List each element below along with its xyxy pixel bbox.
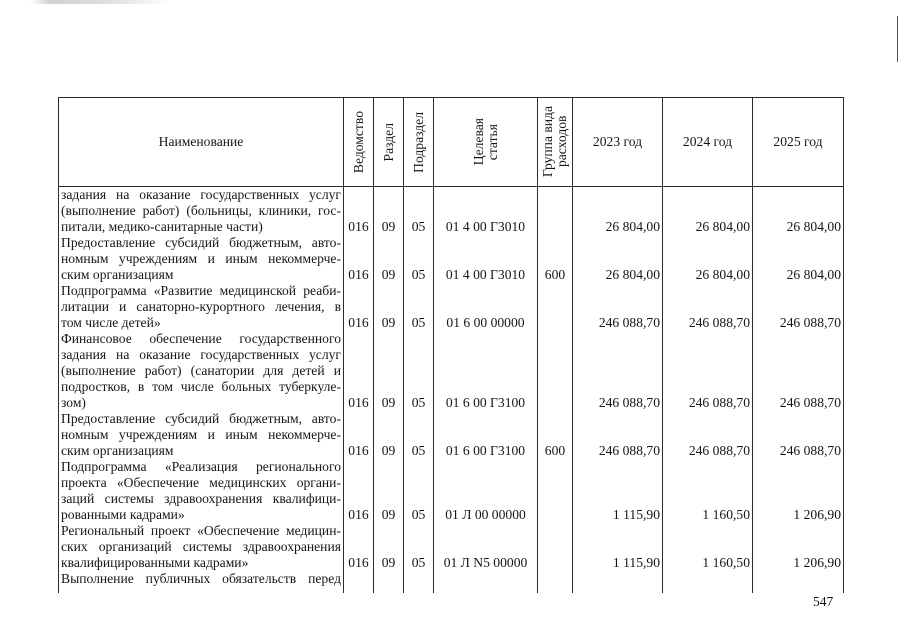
table-row xyxy=(59,235,844,283)
amount-2024: 26 804,00 xyxy=(663,235,753,283)
amount-2023: 26 804,00 xyxy=(573,235,663,283)
item-name-line: ским организациям xyxy=(61,443,174,458)
item-name-line: проекта «Обеспечение медицинских органи- xyxy=(61,475,341,490)
expense-group-code: 600 xyxy=(538,235,573,283)
section-code: 09 xyxy=(374,187,404,236)
amount-2025: 26 804,00 xyxy=(753,235,844,283)
amount-2025: 26 804,00 xyxy=(753,187,844,236)
item-name-line: рованными кадрами» xyxy=(61,507,185,522)
subsection-code: 05 xyxy=(404,331,434,411)
scan-artifact-top xyxy=(30,0,170,4)
subsection-code: 05 xyxy=(404,523,434,571)
table-body xyxy=(59,187,844,594)
item-name-line: питали, медико-санитарные части) xyxy=(61,219,263,234)
header-year-2024: 2024 год xyxy=(663,98,753,187)
header-target-article-label xyxy=(472,118,500,165)
header-section xyxy=(374,98,404,187)
item-name-line: ским организациям xyxy=(61,267,174,282)
item-name-line: литации и санаторно-курортного лечения, в xyxy=(61,299,341,314)
header-expense-group xyxy=(538,98,573,187)
amount-2025: 246 088,70 xyxy=(753,331,844,411)
table-row xyxy=(59,283,844,331)
section-code: 09 xyxy=(374,283,404,331)
amount-2024: 246 088,70 xyxy=(663,283,753,331)
item-name xyxy=(59,283,344,331)
header-row xyxy=(59,98,844,187)
expense-group-code xyxy=(538,187,573,236)
item-name xyxy=(59,571,344,593)
section-code: 09 xyxy=(374,331,404,411)
item-name xyxy=(59,523,344,571)
section-code: 09 xyxy=(374,459,404,523)
expense-group-code xyxy=(538,571,573,593)
amount-2025: 246 088,70 xyxy=(753,283,844,331)
item-name-line: том числе детей» xyxy=(61,315,161,330)
section-code: 09 xyxy=(374,523,404,571)
header-department-label: Ведомство xyxy=(350,110,366,174)
target-article-code: 01 6 00 00000 xyxy=(434,283,538,331)
expense-group-code xyxy=(538,331,573,411)
item-name-line: Подпрограмма «Реализация регионального xyxy=(61,459,341,474)
item-name-line: (выполнение работ) (больницы, клиники, гос- xyxy=(61,203,341,218)
amount-2024: 246 088,70 xyxy=(663,411,753,459)
header-subsection xyxy=(404,98,434,187)
item-name-line: Региональный проект «Обеспечение медицин- xyxy=(61,523,341,538)
header-target-article-line: Целевая xyxy=(470,118,486,166)
department-code: 016 xyxy=(344,523,374,571)
target-article-code: 01 6 00 Г3100 xyxy=(434,411,538,459)
item-name xyxy=(59,459,344,523)
subsection-code: 05 xyxy=(404,235,434,283)
item-name-line: Предоставление субсидий бюджетным, авто- xyxy=(61,411,341,426)
item-name-line: ских организаций системы здравоохранения xyxy=(61,539,341,554)
header-expense-group-line: Группа вида xyxy=(540,106,555,178)
section-code: 09 xyxy=(374,235,404,283)
header-name: Наименование xyxy=(59,98,344,187)
table-row xyxy=(59,331,844,411)
amount-2025: 246 088,70 xyxy=(753,411,844,459)
department-code: 016 xyxy=(344,331,374,411)
header-year-2023: 2023 год xyxy=(573,98,663,187)
amount-2025: 1 206,90 xyxy=(753,459,844,523)
table-row xyxy=(59,187,844,236)
header-department xyxy=(344,98,374,187)
item-name-line: подростков, в том числе больных туберкуле- xyxy=(61,379,341,394)
amount-2023: 1 115,90 xyxy=(573,523,663,571)
table-row xyxy=(59,571,844,593)
amount-2024: 246 088,70 xyxy=(663,331,753,411)
item-name-line: номным учреждениям и иным некоммерче- xyxy=(61,427,341,442)
department-code xyxy=(344,571,374,593)
item-name-line: Выполнение публичных обязательств перед xyxy=(61,571,341,586)
subsection-code: 05 xyxy=(404,187,434,236)
header-target-article-line: статья xyxy=(484,123,500,161)
amount-2024: 26 804,00 xyxy=(663,187,753,236)
item-name-line: (выполнение работ) (санатории для детей и xyxy=(61,363,341,378)
table-row xyxy=(59,523,844,571)
amount-2025: 1 206,90 xyxy=(753,523,844,571)
header-target-article xyxy=(434,98,538,187)
target-article-code: 01 4 00 Г3010 xyxy=(434,235,538,283)
header-subsection-label: Подраздел xyxy=(410,111,426,173)
page-number: 547 xyxy=(813,594,834,609)
item-name xyxy=(59,235,344,283)
item-name-line: заций системы здравоохранения квалифици- xyxy=(61,491,341,506)
scan-edge-line xyxy=(897,16,898,62)
amount-2023: 1 115,90 xyxy=(573,459,663,523)
target-article-code: 01 6 00 Г3100 xyxy=(434,331,538,411)
target-article-code: 01 Л 00 00000 xyxy=(434,459,538,523)
table-header xyxy=(59,98,844,187)
department-code: 016 xyxy=(344,235,374,283)
expense-group-code xyxy=(538,283,573,331)
department-code: 016 xyxy=(344,283,374,331)
section-code: 09 xyxy=(374,411,404,459)
department-code: 016 xyxy=(344,459,374,523)
department-code: 016 xyxy=(344,411,374,459)
table-row xyxy=(59,411,844,459)
amount-2024: 1 160,50 xyxy=(663,459,753,523)
amount-2024 xyxy=(663,571,753,593)
item-name-line: задания на оказание государственных услуг xyxy=(61,187,341,202)
target-article-code: 01 4 00 Г3010 xyxy=(434,187,538,236)
header-expense-group-line: расходов xyxy=(554,116,569,168)
header-section-label: Раздел xyxy=(380,122,396,162)
item-name-line: задания на оказание государственных услуг xyxy=(61,347,341,362)
amount-2023: 26 804,00 xyxy=(573,187,663,236)
item-name-line: квалифицированными кадрами» xyxy=(61,555,249,570)
item-name-line: Подпрограмма «Развитие медицинской реаби- xyxy=(61,283,341,298)
amount-2023: 246 088,70 xyxy=(573,331,663,411)
target-article-code: 01 Л N5 00000 xyxy=(434,523,538,571)
subsection-code: 05 xyxy=(404,283,434,331)
department-code: 016 xyxy=(344,187,374,236)
item-name xyxy=(59,331,344,411)
subsection-code: 05 xyxy=(404,411,434,459)
item-name xyxy=(59,411,344,459)
section-code xyxy=(374,571,404,593)
expense-group-code xyxy=(538,523,573,571)
item-name-line: Финансовое обеспечение государственного xyxy=(61,331,341,346)
item-name-line: номным учреждениям и иным некоммерче- xyxy=(61,251,341,266)
budget-table xyxy=(58,97,844,593)
item-name xyxy=(59,187,344,236)
amount-2024: 1 160,50 xyxy=(663,523,753,571)
header-year-2025: 2025 год xyxy=(753,98,844,187)
expense-group-code xyxy=(538,459,573,523)
amount-2025 xyxy=(753,571,844,593)
target-article-code xyxy=(434,571,538,593)
item-name-line: Предоставление субсидий бюджетным, авто- xyxy=(61,235,341,250)
item-name-line: зом) xyxy=(61,395,86,410)
table-row xyxy=(59,459,844,523)
header-expense-group-label xyxy=(541,106,569,177)
subsection-code xyxy=(404,571,434,593)
expense-group-code: 600 xyxy=(538,411,573,459)
amount-2023 xyxy=(573,571,663,593)
amount-2023: 246 088,70 xyxy=(573,411,663,459)
amount-2023: 246 088,70 xyxy=(573,283,663,331)
subsection-code: 05 xyxy=(404,459,434,523)
